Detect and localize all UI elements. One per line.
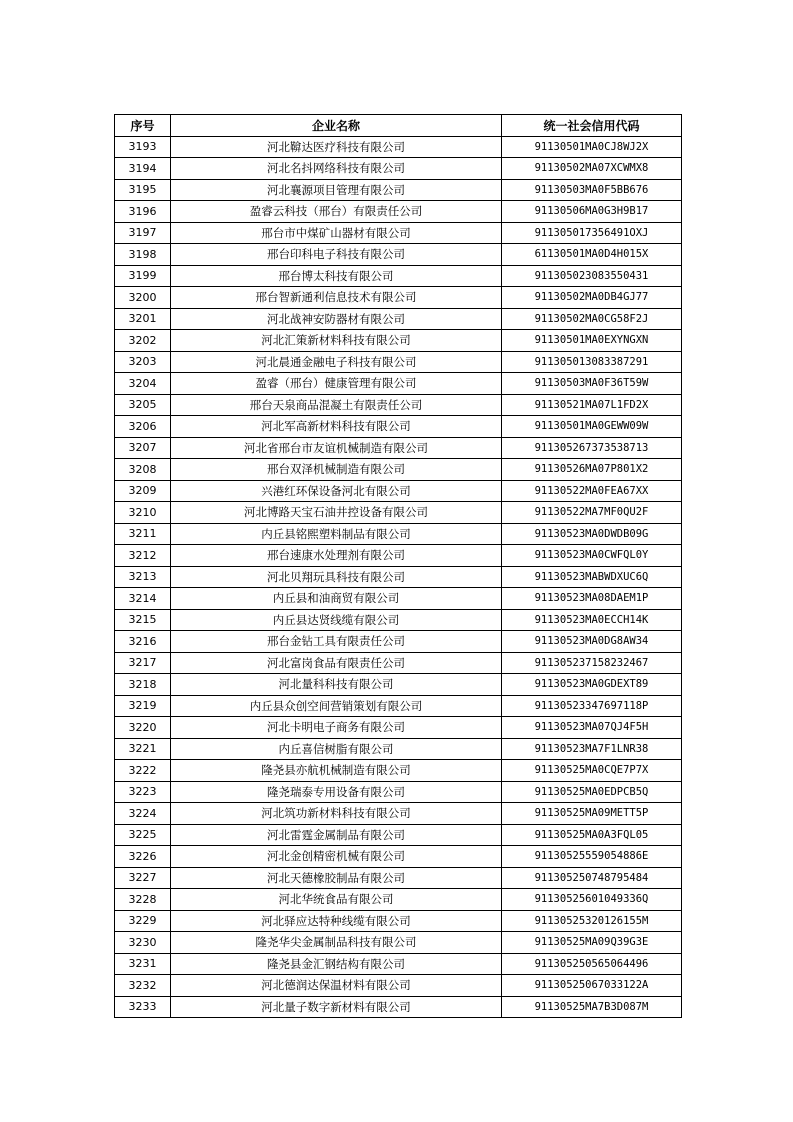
row-seq-cell: 3199 bbox=[115, 265, 171, 287]
row-company-name-cell: 河北筑功新材料科技有限公司 bbox=[171, 803, 502, 825]
row-seq-cell: 3200 bbox=[115, 287, 171, 309]
row-seq-cell: 3220 bbox=[115, 717, 171, 739]
table-row bbox=[115, 201, 682, 223]
row-company-name-cell: 邢台博太科技有限公司 bbox=[171, 265, 502, 287]
row-company-name-cell: 河北博路天宝石油井控设备有限公司 bbox=[171, 502, 502, 524]
row-seq-cell: 3223 bbox=[115, 781, 171, 803]
table-row bbox=[115, 631, 682, 653]
row-seq-cell: 3227 bbox=[115, 867, 171, 889]
row-seq-cell: 3207 bbox=[115, 437, 171, 459]
table-row bbox=[115, 287, 682, 309]
row-company-name-cell: 河北名抖网络科技有限公司 bbox=[171, 158, 502, 180]
table-row bbox=[115, 803, 682, 825]
row-seq-cell: 3196 bbox=[115, 201, 171, 223]
row-company-name-cell: 河北金创精密机械有限公司 bbox=[171, 846, 502, 868]
row-seq-cell: 3198 bbox=[115, 244, 171, 266]
row-seq-cell: 3203 bbox=[115, 351, 171, 373]
row-seq-cell: 3205 bbox=[115, 394, 171, 416]
table-row bbox=[115, 867, 682, 889]
row-credit-code-cell: 911305250748795484 bbox=[502, 867, 682, 889]
row-seq-cell: 3218 bbox=[115, 674, 171, 696]
row-seq-cell: 3201 bbox=[115, 308, 171, 330]
row-seq-cell: 3210 bbox=[115, 502, 171, 524]
row-credit-code-cell: 91130525MA09METT5P bbox=[502, 803, 682, 825]
table-header-row bbox=[115, 115, 682, 137]
row-company-name-cell: 河北战神安防器材有限公司 bbox=[171, 308, 502, 330]
row-seq-cell: 3211 bbox=[115, 523, 171, 545]
row-credit-code-cell: 91130523MA0ECCH14K bbox=[502, 609, 682, 631]
table-row bbox=[115, 437, 682, 459]
header-seq: 序号 bbox=[115, 115, 171, 137]
table-row bbox=[115, 738, 682, 760]
row-company-name-cell: 内丘县和油商贸有限公司 bbox=[171, 588, 502, 610]
row-seq-cell: 3209 bbox=[115, 480, 171, 502]
row-seq-cell: 3208 bbox=[115, 459, 171, 481]
table-row bbox=[115, 545, 682, 567]
row-credit-code-cell: 911305250565064496 bbox=[502, 953, 682, 975]
row-company-name-cell: 河北卡明电子商务有限公司 bbox=[171, 717, 502, 739]
row-seq-cell: 3219 bbox=[115, 695, 171, 717]
row-seq-cell: 3216 bbox=[115, 631, 171, 653]
row-company-name-cell: 盈睿云科技（邢台）有限责任公司 bbox=[171, 201, 502, 223]
row-credit-code-cell: 911305017356491OXJ bbox=[502, 222, 682, 244]
row-credit-code-cell: 91130523MA0CWFQL0Y bbox=[502, 545, 682, 567]
row-seq-cell: 3230 bbox=[115, 932, 171, 954]
row-company-name-cell: 河北量科科技有限公司 bbox=[171, 674, 502, 696]
row-credit-code-cell: 911305023083550431 bbox=[502, 265, 682, 287]
table-row bbox=[115, 502, 682, 524]
table-row bbox=[115, 566, 682, 588]
row-company-name-cell: 盈睿（邢台）健康管理有限公司 bbox=[171, 373, 502, 395]
row-seq-cell: 3224 bbox=[115, 803, 171, 825]
row-company-name-cell: 邢台金钻工具有限责任公司 bbox=[171, 631, 502, 653]
row-company-name-cell: 河北驿应达特种线缆有限公司 bbox=[171, 910, 502, 932]
row-credit-code-cell: 91130525MA09Q39G3E bbox=[502, 932, 682, 954]
row-credit-code-cell: 91130501MA0CJ8WJ2X bbox=[502, 136, 682, 158]
row-seq-cell: 3217 bbox=[115, 652, 171, 674]
table-row bbox=[115, 910, 682, 932]
table-row bbox=[115, 373, 682, 395]
row-credit-code-cell: 91130526MA07P801X2 bbox=[502, 459, 682, 481]
table-row bbox=[115, 265, 682, 287]
table-row bbox=[115, 953, 682, 975]
header-company-name: 企业名称 bbox=[171, 115, 502, 137]
row-seq-cell: 3213 bbox=[115, 566, 171, 588]
table-row bbox=[115, 308, 682, 330]
row-company-name-cell: 隆尧县金汇钢结构有限公司 bbox=[171, 953, 502, 975]
row-company-name-cell: 隆尧县亦航机械制造有限公司 bbox=[171, 760, 502, 782]
row-company-name-cell: 邢台智新通利信息技术有限公司 bbox=[171, 287, 502, 309]
row-credit-code-cell: 91130523MA7F1LNR38 bbox=[502, 738, 682, 760]
row-credit-code-cell: 911305267373538713 bbox=[502, 437, 682, 459]
row-credit-code-cell: 91130525MA0A3FQL05 bbox=[502, 824, 682, 846]
row-credit-code-cell: 91130521MA07L1FD2X bbox=[502, 394, 682, 416]
table-row bbox=[115, 179, 682, 201]
row-company-name-cell: 内丘县达贤线缆有限公司 bbox=[171, 609, 502, 631]
row-seq-cell: 3194 bbox=[115, 158, 171, 180]
row-company-name-cell: 河北德润达保温材料有限公司 bbox=[171, 975, 502, 997]
row-credit-code-cell: 91130523MA0DWDB09G bbox=[502, 523, 682, 545]
row-company-name-cell: 隆尧华尖金属制品科技有限公司 bbox=[171, 932, 502, 954]
table-row bbox=[115, 846, 682, 868]
row-credit-code-cell: 91130525320126155M bbox=[502, 910, 682, 932]
row-company-name-cell: 河北雷霆金属制品有限公司 bbox=[171, 824, 502, 846]
table-row bbox=[115, 136, 682, 158]
table-row bbox=[115, 717, 682, 739]
row-company-name-cell: 河北鞥达医疗科技有限公司 bbox=[171, 136, 502, 158]
row-seq-cell: 3202 bbox=[115, 330, 171, 352]
row-seq-cell: 3214 bbox=[115, 588, 171, 610]
row-seq-cell: 3193 bbox=[115, 136, 171, 158]
row-seq-cell: 3222 bbox=[115, 760, 171, 782]
row-company-name-cell: 邢台双泽机械制造有限公司 bbox=[171, 459, 502, 481]
row-credit-code-cell: 91130501MA0EXYNGXN bbox=[502, 330, 682, 352]
table-row bbox=[115, 416, 682, 438]
row-company-name-cell: 河北量子数字新材料有限公司 bbox=[171, 996, 502, 1018]
table-body bbox=[115, 136, 682, 1018]
row-company-name-cell: 河北华统食品有限公司 bbox=[171, 889, 502, 911]
row-seq-cell: 3226 bbox=[115, 846, 171, 868]
table-row bbox=[115, 158, 682, 180]
row-company-name-cell: 邢台速康水处理剂有限公司 bbox=[171, 545, 502, 567]
row-seq-cell: 3206 bbox=[115, 416, 171, 438]
table-row bbox=[115, 932, 682, 954]
row-seq-cell: 3204 bbox=[115, 373, 171, 395]
row-credit-code-cell: 91130525067033122A bbox=[502, 975, 682, 997]
row-credit-code-cell: 91130522MA0FEA67XX bbox=[502, 480, 682, 502]
row-credit-code-cell: 91130522MA7MF0QU2F bbox=[502, 502, 682, 524]
table-row bbox=[115, 480, 682, 502]
row-company-name-cell: 隆尧瑞泰专用设备有限公司 bbox=[171, 781, 502, 803]
row-company-name-cell: 河北贝翔玩具科技有限公司 bbox=[171, 566, 502, 588]
row-seq-cell: 3232 bbox=[115, 975, 171, 997]
table-row bbox=[115, 459, 682, 481]
row-company-name-cell: 邢台市中煤矿山器材有限公司 bbox=[171, 222, 502, 244]
row-credit-code-cell: 91130501MA0GEWW09W bbox=[502, 416, 682, 438]
row-company-name-cell: 河北军高新材料科技有限公司 bbox=[171, 416, 502, 438]
row-seq-cell: 3221 bbox=[115, 738, 171, 760]
table-row bbox=[115, 609, 682, 631]
row-credit-code-cell: 91130523MA07QJ4F5H bbox=[502, 717, 682, 739]
row-company-name-cell: 河北省邢台市友谊机械制造有限公司 bbox=[171, 437, 502, 459]
row-credit-code-cell: 91130506MA0G3H9B17 bbox=[502, 201, 682, 223]
row-seq-cell: 3233 bbox=[115, 996, 171, 1018]
row-seq-cell: 3229 bbox=[115, 910, 171, 932]
row-seq-cell: 3215 bbox=[115, 609, 171, 631]
header-credit-code: 统一社会信用代码 bbox=[502, 115, 682, 137]
row-company-name-cell: 内丘喜信树脂有限公司 bbox=[171, 738, 502, 760]
row-credit-code-cell: 91130523MABWDXUC6Q bbox=[502, 566, 682, 588]
row-company-name-cell: 河北天德橡胶制品有限公司 bbox=[171, 867, 502, 889]
row-company-name-cell: 河北富岗食品有限责任公司 bbox=[171, 652, 502, 674]
table-row bbox=[115, 695, 682, 717]
row-seq-cell: 3197 bbox=[115, 222, 171, 244]
row-credit-code-cell: 91130525601049336Q bbox=[502, 889, 682, 911]
row-credit-code-cell: 91130525MA0CQE7P7X bbox=[502, 760, 682, 782]
row-seq-cell: 3195 bbox=[115, 179, 171, 201]
table-row bbox=[115, 824, 682, 846]
row-credit-code-cell: 91130523MA08DAEM1P bbox=[502, 588, 682, 610]
table-row bbox=[115, 222, 682, 244]
row-company-name-cell: 邢台天泉商品混凝土有限责任公司 bbox=[171, 394, 502, 416]
row-seq-cell: 3212 bbox=[115, 545, 171, 567]
row-company-name-cell: 河北汇策新材料科技有限公司 bbox=[171, 330, 502, 352]
table-row bbox=[115, 760, 682, 782]
row-seq-cell: 3225 bbox=[115, 824, 171, 846]
row-credit-code-cell: 911305237158232467 bbox=[502, 652, 682, 674]
row-seq-cell: 3231 bbox=[115, 953, 171, 975]
row-credit-code-cell: 911305013083387291 bbox=[502, 351, 682, 373]
row-company-name-cell: 内丘县铭熙塑料制品有限公司 bbox=[171, 523, 502, 545]
table-row bbox=[115, 588, 682, 610]
row-credit-code-cell: 91130523MA0DG8AW34 bbox=[502, 631, 682, 653]
table-row bbox=[115, 330, 682, 352]
table-row bbox=[115, 889, 682, 911]
row-credit-code-cell: 91130525559054886E bbox=[502, 846, 682, 868]
table-row bbox=[115, 652, 682, 674]
row-company-name-cell: 邢台印科电子科技有限公司 bbox=[171, 244, 502, 266]
row-credit-code-cell: 91130502MA07XCWMX8 bbox=[502, 158, 682, 180]
table-row bbox=[115, 996, 682, 1018]
table-row bbox=[115, 781, 682, 803]
row-credit-code-cell: 91130523MA0GDEXT89 bbox=[502, 674, 682, 696]
row-credit-code-cell: 91130503MA0F5BB676 bbox=[502, 179, 682, 201]
row-company-name-cell: 河北晨通金融电子科技有限公司 bbox=[171, 351, 502, 373]
row-credit-code-cell: 91130525MA7B3D087M bbox=[502, 996, 682, 1018]
table-row bbox=[115, 975, 682, 997]
table-row bbox=[115, 523, 682, 545]
table-row bbox=[115, 674, 682, 696]
row-company-name-cell: 河北襄源项目管理有限公司 bbox=[171, 179, 502, 201]
row-credit-code-cell: 91130502MA0DB4GJ77 bbox=[502, 287, 682, 309]
row-credit-code-cell: 91130503MA0F36T59W bbox=[502, 373, 682, 395]
row-company-name-cell: 内丘县众创空间营销策划有限公司 bbox=[171, 695, 502, 717]
table-row bbox=[115, 244, 682, 266]
table-row bbox=[115, 351, 682, 373]
table-row bbox=[115, 394, 682, 416]
row-company-name-cell: 兴港红环保设备河北有限公司 bbox=[171, 480, 502, 502]
row-credit-code-cell: 91130502MA0CG58F2J bbox=[502, 308, 682, 330]
row-credit-code-cell: 91130525MA0EDPCB5Q bbox=[502, 781, 682, 803]
row-credit-code-cell: 91130523347697118P bbox=[502, 695, 682, 717]
row-seq-cell: 3228 bbox=[115, 889, 171, 911]
row-credit-code-cell: 61130501MA0D4H015X bbox=[502, 244, 682, 266]
enterprise-registry-table bbox=[114, 114, 682, 1018]
